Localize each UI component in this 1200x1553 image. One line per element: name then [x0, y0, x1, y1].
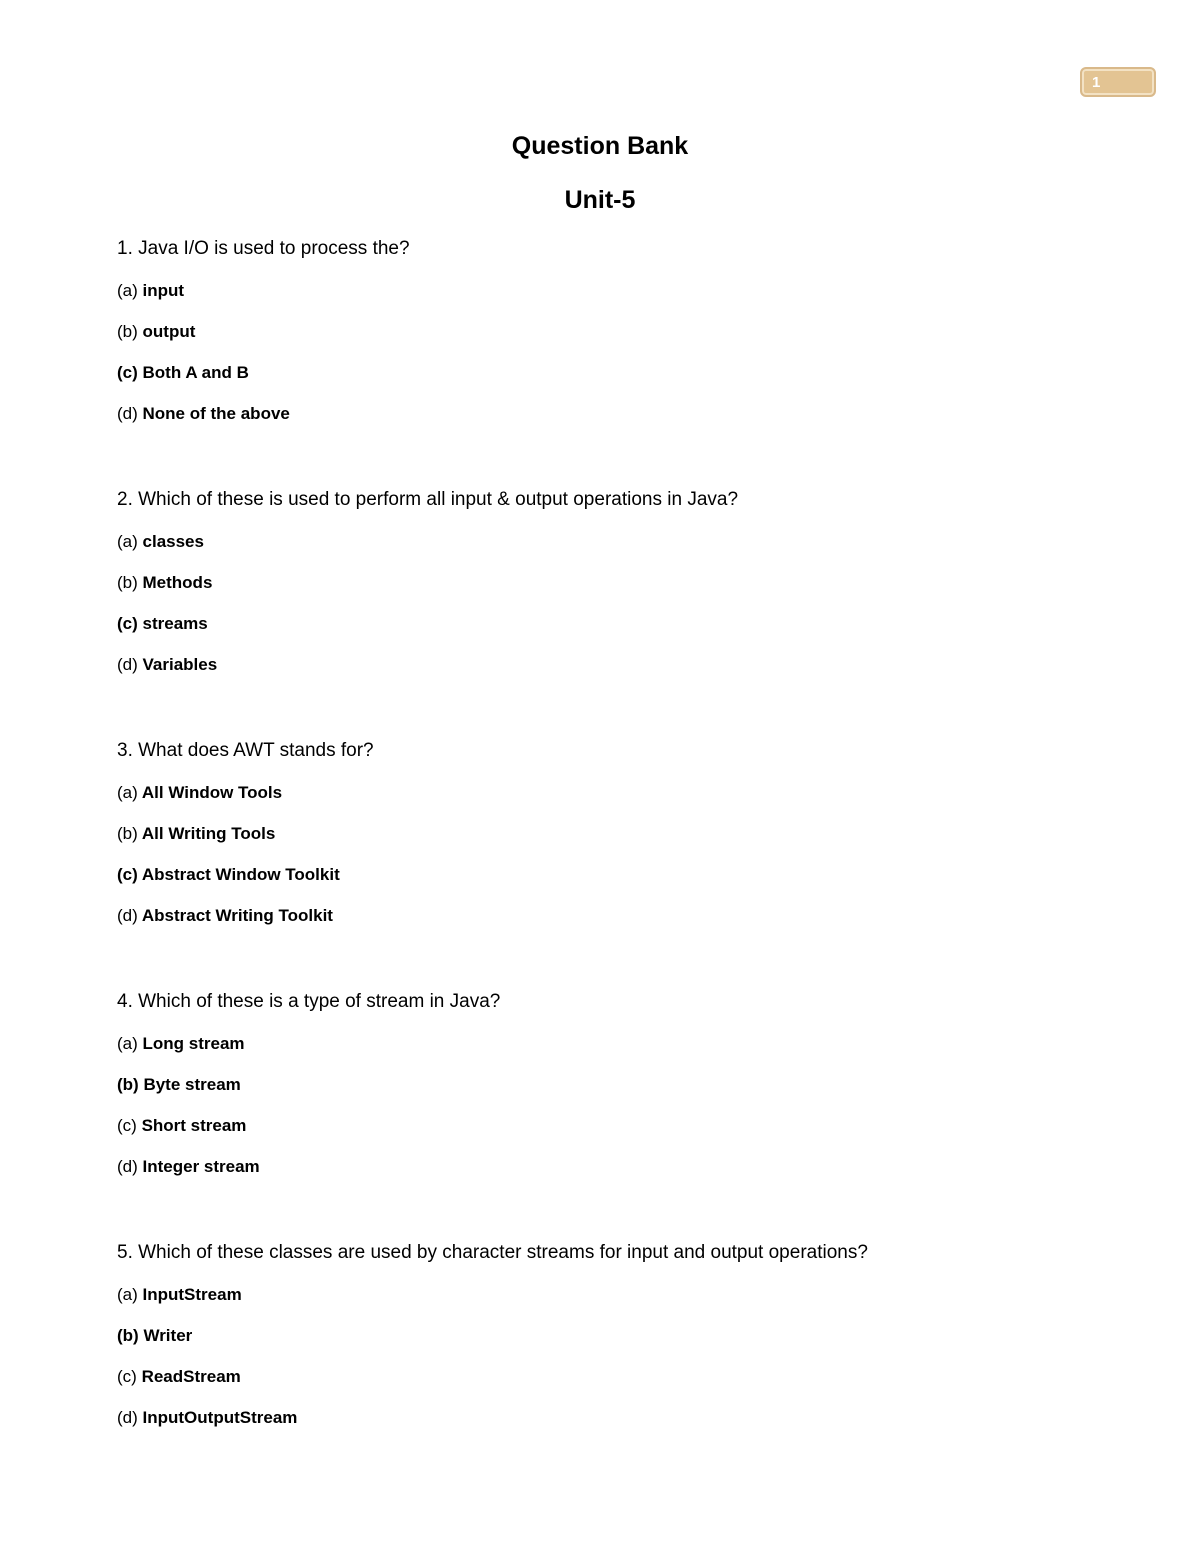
option-text: ReadStream: [141, 1367, 241, 1386]
option-letter: (d): [117, 1157, 138, 1176]
option-text: input: [142, 281, 185, 300]
option-d: [117, 1407, 1157, 1429]
question-5: [117, 1241, 1157, 1429]
option-text: InputStream: [142, 1285, 242, 1304]
option-letter: (c): [117, 1116, 137, 1135]
option-letter: (b): [117, 573, 138, 592]
option-c: [117, 362, 1157, 384]
page-number: 1: [1092, 74, 1101, 91]
option-letter: (c): [117, 363, 138, 382]
option-b: [117, 321, 1157, 343]
option-text: Both A and B: [142, 363, 249, 382]
question-2: [117, 488, 1157, 676]
option-letter: (b): [117, 1326, 139, 1345]
option-text: Long stream: [142, 1034, 245, 1053]
option-text: Byte stream: [143, 1075, 241, 1094]
question-4: [117, 990, 1157, 1178]
option-c: [117, 1366, 1157, 1388]
option-b: [117, 823, 1157, 845]
option-text: classes: [142, 532, 204, 551]
option-d: [117, 1156, 1157, 1178]
option-a: [117, 782, 1157, 804]
option-letter: (c): [117, 614, 138, 633]
option-b: [117, 1325, 1157, 1347]
option-letter: (a): [117, 1034, 138, 1053]
option-a: [117, 1033, 1157, 1055]
option-letter: (b): [117, 824, 138, 843]
option-letter: (c): [117, 1367, 137, 1386]
option-letter: (a): [117, 783, 138, 802]
option-letter: (c): [117, 865, 138, 884]
option-letter: (d): [117, 1408, 138, 1427]
page-subtitle: Unit-5: [564, 186, 636, 214]
question-text: 1. Java I/O is used to process the?: [117, 238, 410, 259]
option-a: [117, 1284, 1157, 1306]
option-letter: (d): [117, 655, 138, 674]
option-letter: (d): [117, 404, 138, 423]
option-a: [117, 531, 1157, 553]
page-number-badge: [1080, 67, 1156, 97]
option-text: Writer: [143, 1326, 193, 1345]
option-text: Variables: [142, 655, 218, 674]
option-letter: (a): [117, 281, 138, 300]
option-c: [117, 1115, 1157, 1137]
question-text: 4. Which of these is a type of stream in Java?: [117, 991, 501, 1012]
question-3: [117, 739, 1157, 927]
option-c: [117, 864, 1157, 886]
option-text: Integer stream: [142, 1157, 260, 1176]
option-b: [117, 572, 1157, 594]
option-text: Abstract Window Toolkit: [141, 865, 340, 884]
option-letter: (b): [117, 1075, 139, 1094]
option-text: output: [142, 322, 196, 341]
option-text: InputOutputStream: [142, 1408, 298, 1427]
question-text: 2. Which of these is used to perform all input & output operations in Java?: [117, 489, 739, 510]
question-text: 3. What does AWT stands for?: [117, 740, 374, 761]
option-letter: (a): [117, 1285, 138, 1304]
option-letter: (a): [117, 532, 138, 551]
option-letter: (d): [117, 906, 138, 925]
option-text: Abstract Writing Toolkit: [141, 906, 333, 925]
option-b: [117, 1074, 1157, 1096]
option-text: None of the above: [142, 404, 290, 423]
option-c: [117, 613, 1157, 635]
option-text: streams: [142, 614, 208, 633]
option-d: [117, 905, 1157, 927]
option-text: Short stream: [141, 1116, 247, 1135]
option-letter: (b): [117, 322, 138, 341]
option-d: [117, 654, 1157, 676]
question-1: [117, 237, 1157, 425]
option-text: All Window Tools: [141, 783, 283, 802]
option-d: [117, 403, 1157, 425]
question-text: 5. Which of these classes are used by character streams for input and output operations?: [117, 1242, 868, 1263]
option-a: [117, 280, 1157, 302]
page-title: Question Bank: [511, 132, 689, 160]
option-text: All Writing Tools: [141, 824, 276, 843]
option-text: Methods: [142, 573, 213, 592]
